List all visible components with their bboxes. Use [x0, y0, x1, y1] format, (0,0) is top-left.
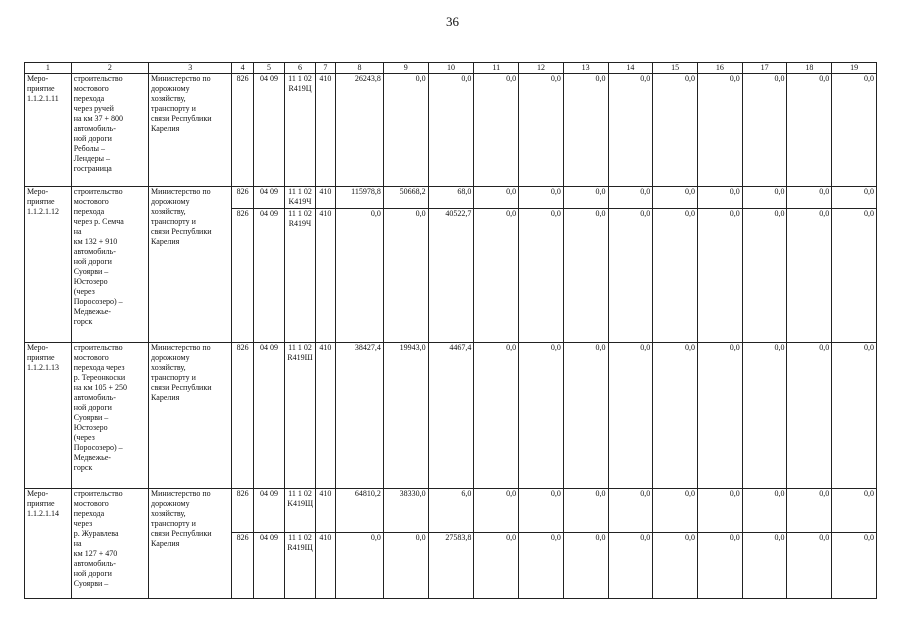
measure-id-cell: Меро- приятие 1.1.2.1.11	[25, 74, 72, 187]
amount-cell: 0,0	[832, 74, 877, 187]
column-header: 18	[787, 63, 832, 74]
amount-cell: 38427,4	[336, 343, 384, 489]
ministry-code-cell: 826	[232, 489, 253, 533]
amount-cell: 0,0	[563, 533, 608, 599]
expense-type-cell: 410	[315, 343, 335, 489]
column-header: 7	[315, 63, 335, 74]
column-header: 6	[285, 63, 316, 74]
expense-type-cell: 410	[315, 74, 335, 187]
amount-cell: 0,0	[474, 489, 519, 533]
amount-cell: 115978,8	[336, 187, 384, 209]
executor-cell: Министерство по дорожному хозяйству, транспорту и связи Республики Карелия	[149, 74, 232, 187]
target-article-cell: 11 1 02 R419Ш	[285, 343, 316, 489]
section-code-cell: 04 09	[253, 209, 285, 343]
budget-table	[24, 62, 877, 599]
header-row	[25, 63, 877, 74]
amount-cell: 4467,4	[428, 343, 474, 489]
amount-cell: 0,0	[519, 343, 564, 489]
measure-name-cell: строительство мостового перехода через р. Тереонкоски на км 105 + 250 автомобиль- ной дороги Суоярви – Юстозеро (через Поросозеро) – Медвежье- горск	[71, 343, 148, 489]
column-header: 5	[253, 63, 285, 74]
amount-cell: 0,0	[787, 209, 832, 343]
table-body	[25, 74, 877, 599]
amount-cell: 0,0	[336, 533, 384, 599]
amount-cell: 0,0	[832, 489, 877, 533]
measure-id-cell: Меро- приятие 1.1.2.1.12	[25, 187, 72, 343]
amount-cell: 0,0	[608, 533, 653, 599]
amount-cell: 26243,8	[336, 74, 384, 187]
ministry-code-cell: 826	[232, 187, 253, 209]
amount-cell: 0,0	[383, 533, 428, 599]
amount-cell: 0,0	[608, 209, 653, 343]
amount-cell: 0,0	[519, 187, 564, 209]
table-row	[25, 489, 877, 533]
amount-cell: 0,0	[698, 533, 743, 599]
amount-cell: 0,0	[474, 343, 519, 489]
amount-cell: 0,0	[742, 533, 787, 599]
amount-cell: 27583,8	[428, 533, 474, 599]
amount-cell: 0,0	[336, 209, 384, 343]
page-number: 36	[446, 14, 459, 29]
section-code-cell: 04 09	[253, 187, 285, 209]
amount-cell: 19943,0	[383, 343, 428, 489]
column-header: 4	[232, 63, 253, 74]
amount-cell: 0,0	[474, 533, 519, 599]
amount-cell: 0,0	[519, 209, 564, 343]
column-header: 2	[71, 63, 148, 74]
column-header: 13	[563, 63, 608, 74]
amount-cell: 0,0	[608, 343, 653, 489]
amount-cell: 0,0	[474, 74, 519, 187]
section-code-cell: 04 09	[253, 74, 285, 187]
amount-cell: 0,0	[698, 343, 743, 489]
amount-cell: 0,0	[563, 343, 608, 489]
amount-cell: 0,0	[563, 489, 608, 533]
ministry-code-cell: 826	[232, 209, 253, 343]
ministry-code-cell: 826	[232, 74, 253, 187]
executor-cell: Министерство по дорожному хозяйству, транспорту и связи Республики Карелия	[149, 187, 232, 343]
column-header: 9	[383, 63, 428, 74]
amount-cell: 0,0	[383, 74, 428, 187]
amount-cell: 0,0	[653, 489, 698, 533]
amount-cell: 0,0	[428, 74, 474, 187]
amount-cell: 0,0	[832, 343, 877, 489]
target-article-cell: 11 1 02 R419Ц	[285, 74, 316, 187]
column-header: 16	[698, 63, 743, 74]
amount-cell: 0,0	[653, 209, 698, 343]
amount-cell: 0,0	[787, 343, 832, 489]
amount-cell: 0,0	[474, 209, 519, 343]
amount-cell: 50668,2	[383, 187, 428, 209]
amount-cell: 0,0	[563, 74, 608, 187]
column-header: 3	[149, 63, 232, 74]
amount-cell: 0,0	[742, 343, 787, 489]
table-row	[25, 74, 877, 187]
amount-cell: 0,0	[832, 187, 877, 209]
amount-cell: 0,0	[608, 187, 653, 209]
column-header: 10	[428, 63, 474, 74]
column-header: 19	[832, 63, 877, 74]
amount-cell: 0,0	[653, 533, 698, 599]
column-header: 17	[742, 63, 787, 74]
table-row	[25, 187, 877, 209]
amount-cell: 0,0	[519, 489, 564, 533]
amount-cell: 0,0	[742, 74, 787, 187]
column-header: 11	[474, 63, 519, 74]
executor-cell: Министерство по дорожному хозяйству, транспорту и связи Республики Карелия	[149, 489, 232, 599]
amount-cell: 0,0	[832, 533, 877, 599]
column-header: 8	[336, 63, 384, 74]
target-article-cell: 11 1 02 K419Ч	[285, 187, 316, 209]
expense-type-cell: 410	[315, 489, 335, 533]
section-code-cell: 04 09	[253, 343, 285, 489]
amount-cell: 0,0	[787, 187, 832, 209]
amount-cell: 6,0	[428, 489, 474, 533]
amount-cell: 0,0	[742, 489, 787, 533]
target-article-cell: 11 1 02 R419Ч	[285, 209, 316, 343]
column-header: 14	[608, 63, 653, 74]
amount-cell: 0,0	[653, 343, 698, 489]
amount-cell: 0,0	[698, 74, 743, 187]
expense-type-cell: 410	[315, 187, 335, 209]
measure-name-cell: строительство мостового перехода через ручей на км 37 + 800 автомобиль- ной дороги Реболы – Лендеры – госграница	[71, 74, 148, 187]
measure-id-cell: Меро- приятие 1.1.2.1.13	[25, 343, 72, 489]
amount-cell: 0,0	[653, 187, 698, 209]
expense-type-cell: 410	[315, 209, 335, 343]
amount-cell: 0,0	[787, 489, 832, 533]
ministry-code-cell: 826	[232, 343, 253, 489]
amount-cell: 0,0	[742, 187, 787, 209]
amount-cell: 0,0	[383, 209, 428, 343]
amount-cell: 0,0	[608, 489, 653, 533]
amount-cell: 0,0	[653, 74, 698, 187]
ministry-code-cell: 826	[232, 533, 253, 599]
column-header: 15	[653, 63, 698, 74]
amount-cell: 0,0	[608, 74, 653, 187]
amount-cell: 0,0	[698, 187, 743, 209]
amount-cell: 0,0	[742, 209, 787, 343]
amount-cell: 0,0	[519, 533, 564, 599]
column-header: 1	[25, 63, 72, 74]
amount-cell: 38330,0	[383, 489, 428, 533]
amount-cell: 68,0	[428, 187, 474, 209]
target-article-cell: 11 1 02 K419Щ	[285, 489, 316, 533]
table-row	[25, 343, 877, 489]
amount-cell: 0,0	[563, 187, 608, 209]
column-header: 12	[519, 63, 564, 74]
amount-cell: 0,0	[563, 209, 608, 343]
amount-cell: 0,0	[832, 209, 877, 343]
amount-cell: 0,0	[698, 209, 743, 343]
amount-cell: 0,0	[787, 533, 832, 599]
amount-cell: 0,0	[787, 74, 832, 187]
amount-cell: 0,0	[519, 74, 564, 187]
section-code-cell: 04 09	[253, 533, 285, 599]
amount-cell: 64810,2	[336, 489, 384, 533]
amount-cell: 0,0	[474, 187, 519, 209]
executor-cell: Министерство по дорожному хозяйству, транспорту и связи Республики Карелия	[149, 343, 232, 489]
expense-type-cell: 410	[315, 533, 335, 599]
amount-cell: 40522,7	[428, 209, 474, 343]
measure-name-cell: строительство мостового перехода через р. Семча на км 132 + 910 автомобиль- ной дороги Суоярви – Юстозеро (через Поросозеро) – Медвежье- горск	[71, 187, 148, 343]
measure-name-cell: строительство мостового перехода через р. Журавлева на км 127 + 470 автомобиль- ной дороги Суоярви –	[71, 489, 148, 599]
target-article-cell: 11 1 02 R419Щ	[285, 533, 316, 599]
amount-cell: 0,0	[698, 489, 743, 533]
measure-id-cell: Меро- приятие 1.1.2.1.14	[25, 489, 72, 599]
section-code-cell: 04 09	[253, 489, 285, 533]
